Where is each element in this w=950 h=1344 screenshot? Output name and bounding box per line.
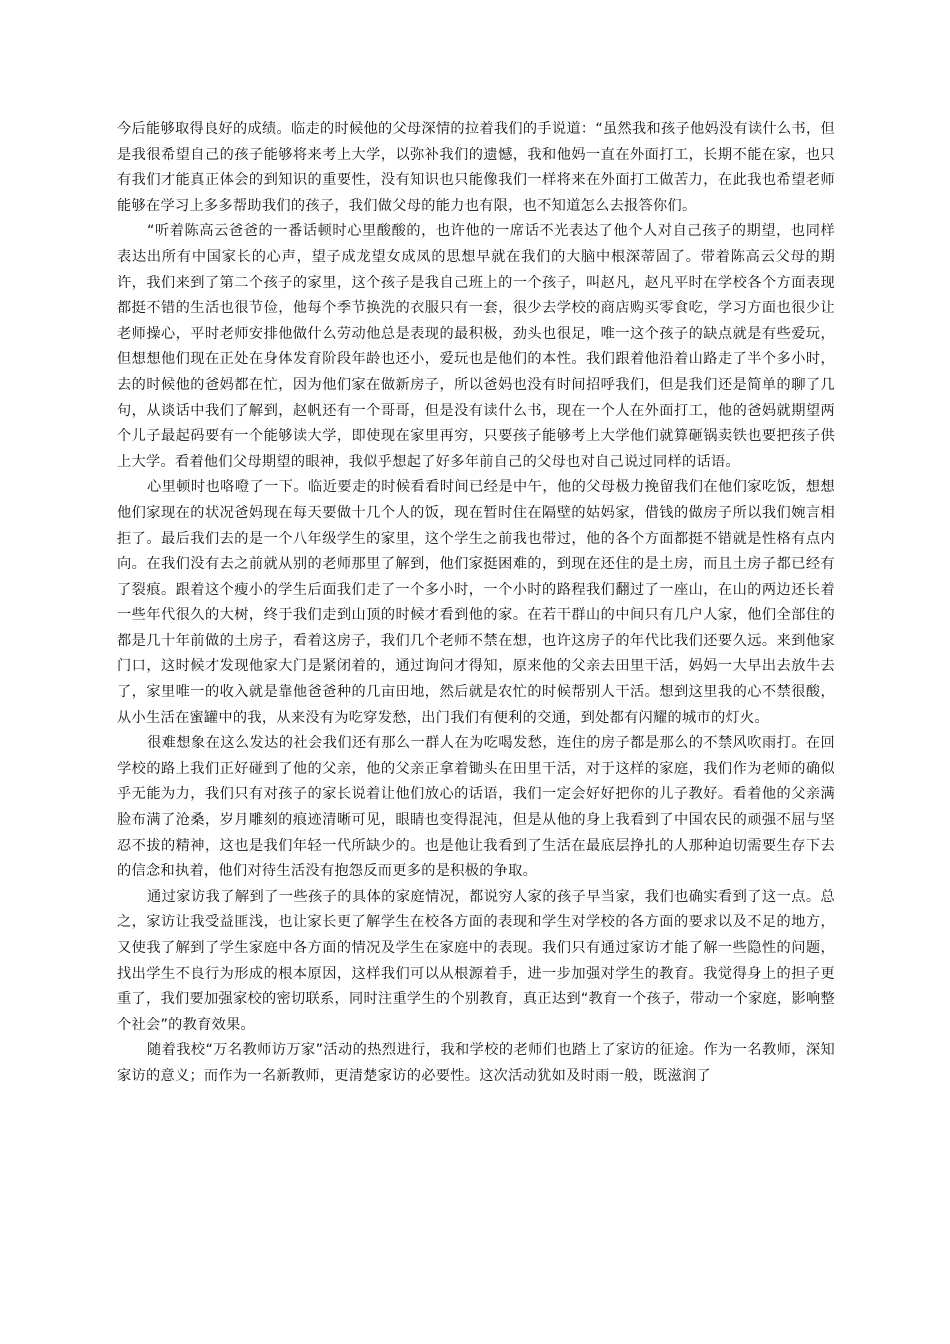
paragraph-3: 心里顿时也咯噔了一下。临近要走的时候看看时间已经是中午，他的父母极力挽留我们在他们家吃饭，想想他们家现在的状况爸妈现在每天要做十几个人的饭，现在暂时住在隔壁的姑妈家，借钱的做房子所以我们婉言相拒了。最后我们去的是一个八年级学生的家里，这个学生之前我也带过，他的各个方面都挺不错就是性格有点内向。在我们没有去之前就从别的老师那里了解到，他们家挺困难的，到现在还住的是土房，而且土房子都已经有了裂痕。跟着这个瘦小的学生后面我们走了一个多小时，一个小时的路程我们翻过了一座山，在山的两边还长着一些年代很久的大树，终于我们走到山顶的时候才看到他的家。在若干群山的中间只有几户人家，他们全部住的都是几十年前做的土房子，看着这房子，我们几个老师不禁在想，也许这房子的年代比我们还要久远。来到他家门口，这时候才发现他家大门是紧闭着的，通过询问才得知，原来他的父亲去田里干活，妈妈一大早出去放牛去了，家里唯一的收入就是靠他爸爸种的几亩田地，然后就是农忙的时候帮别人干活。想到这里我的心不禁很酸，从小生活在蜜罐中的我，从来没有为吃穿发愁，出门我们有便利的交通，到处都有闪耀的城市的灯火。 xyxy=(117,479,835,726)
paragraph-4: 很难想象在这么发达的社会我们还有那么一群人在为吃喝发愁，连住的房子都是那么的不禁风吹雨打。在回学校的路上我们正好碰到了他的父亲，他的父亲正拿着锄头在田里干活，对于这样的家庭，我们作为老师的确似乎无能为力，我们只有对孩子的家长说着让他们放心的话语，我们一定会好好把你的儿子教好。看着他的父亲满脸布满了沧桑，岁月雕刻的痕迹清晰可见，眼睛也变得混沌，但是从他的身上我看到了中国农民的顽强不屈与坚忍不拔的精神，这也是我们年轻一代所缺少的。也是他让我看到了生活在最底层挣扎的人那种迫切需要生存下去的信念和执着，他们对待生活没有抱怨反而更多的是积极的争取。 xyxy=(117,735,835,880)
paragraph-5: 通过家访我了解到了一些孩子的具体的家庭情况，都说穷人家的孩子早当家，我们也确实看到了这一点。总之，家访让我受益匪浅，也让家长更了解学生在校各方面的表现和学生对学校的各方面的要求以及不足的地方，又使我了解到了学生家庭中各方面的情况及学生在家庭中的表现。我们只有通过家访才能了解一些隐性的问题，找出学生不良行为形成的根本原因，这样我们可以从根源着手，进一步加强对学生的教育。我觉得身上的担子更重了，我们要加强家校的密切联系，同时注重学生的个别教育，真正达到“教育一个孩子，带动一个家庭，影响整个社会”的教育效果。 xyxy=(117,888,835,1033)
document-body xyxy=(117,117,835,1090)
paragraph-2: “听着陈高云爸爸的一番话顿时心里酸酸的，也许他的一席话不光表达了他个人对自己孩子的期望，也同样表达出所有中国家长的心声，望子成龙望女成凤的思想早就在我们的大脑中根深蒂固了。带着陈高云父母的期许，我们来到了第二个孩子的家里，这个孩子是我自己班上的一个孩子，叫赵凡，赵凡平时在学校各个方面表现都挺不错的生活也很节俭，他每个季节换洗的衣服只有一套，很少去学校的商店购买零食吃，学习方面也很少让老师操心，平时老师安排他做什么劳动他总是表现的最积极，劲头也很足，唯一这个孩子的缺点就是有些爱玩，但想想他们现在正处在身体发育阶段年龄也还小，爱玩也是他们的本性。我们跟着他沿着山路走了半个多小时，去的时候他的爸妈都在忙，因为他们家在做新房子，所以爸妈也没有时间招呼我们，但是我们还是简单的聊了几句，从谈话中我们了解到，赵帆还有一个哥哥，但是没有读什么书，现在一个人在外面打工，他的爸妈就期望两个儿子最起码要有一个能够读大学，即使现在家里再穷，只要孩子能够考上大学他们就算砸锅卖铁也要把孩子供上大学。看着他们父母期望的眼神，我似乎想起了好多年前自己的父母也对自己说过同样的话语。 xyxy=(117,223,835,470)
paragraph-1: 今后能够取得良好的成绩。临走的时候他的父母深情的拉着我们的手说道：“虽然我和孩子他妈没有读什么书，但是我很希望自己的孩子能够将来考上大学，以弥补我们的遗憾，我和他妈一直在外面打工，长期不能在家，也只有我们才能真正体会的到知识的重要性，没有知识也只能像我们一样将来在外面打工做苦力，在此我也希望老师能够在学习上多多帮助我们的孩子，我们做父母的能力也有限，也不知道怎么去报答你们。 xyxy=(117,121,835,214)
paragraph-6: 随着我校“万名教师访万家”活动的热烈进行，我和学校的老师们也踏上了家访的征途。作为一名教师，深知家访的意义；而作为一名新教师，更清楚家访的必要性。这次活动犹如及时雨一般，既滋润了 xyxy=(117,1042,835,1084)
